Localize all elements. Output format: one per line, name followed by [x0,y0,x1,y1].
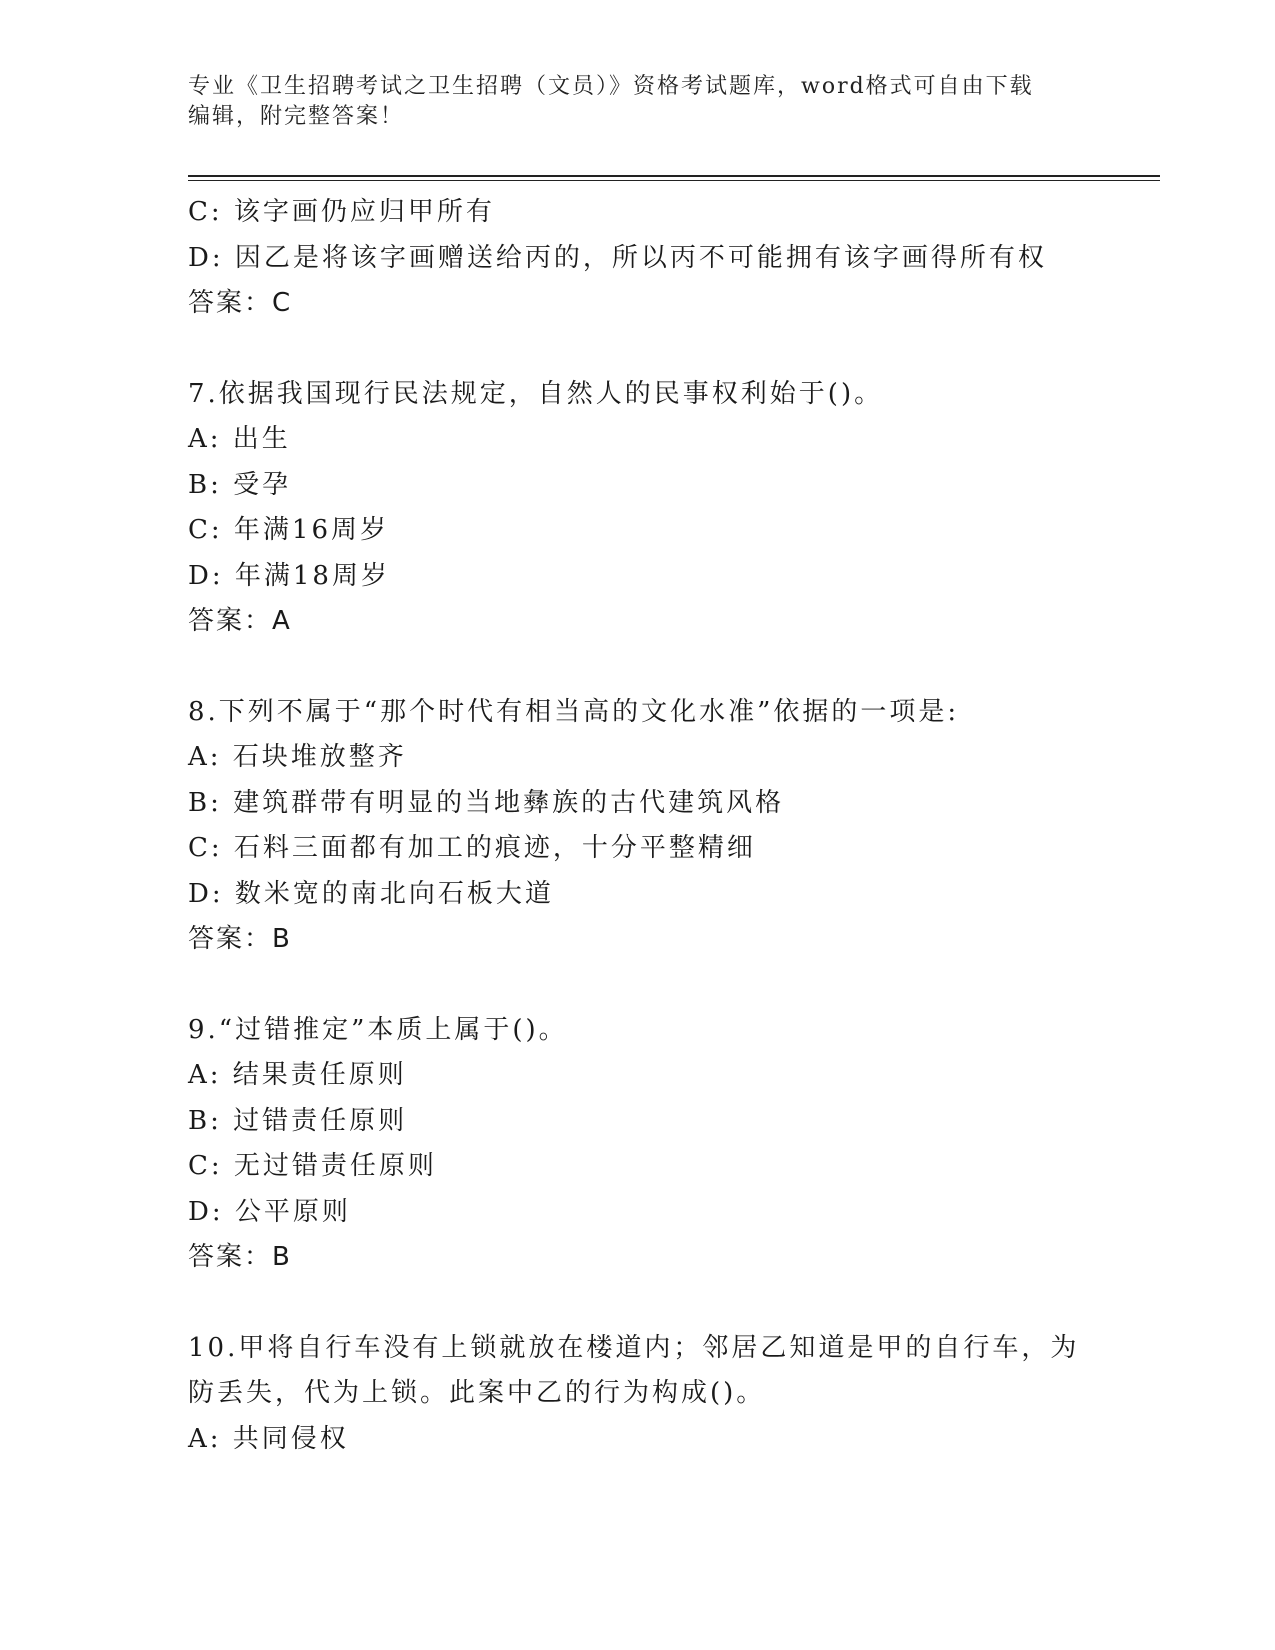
question-block-7 [188,372,1108,645]
option-a: A: 石块堆放整齐 [188,742,407,772]
spacer [188,645,1108,690]
option-c: C: 年满16周岁 [188,515,390,545]
answer-label: 答案：B [188,1242,292,1272]
option-b: B: 建筑群带有明显的当地彝族的古代建筑风格 [188,787,785,818]
option-d: D: 因乙是将该字画赠送给丙的，所以丙不可能拥有该字画得所有权 [188,242,1047,273]
option-d: D: 年满18周岁 [188,560,390,591]
spacer [188,327,1108,372]
spacer [188,1281,1108,1326]
answer-label: 答案：A [188,606,292,636]
question-block-10 [188,1326,1108,1463]
question-block-8 [188,690,1108,963]
spacer [188,963,1108,1008]
option-c: C: 无过错责任原则 [188,1151,437,1181]
question-block-9 [188,1008,1108,1281]
option-a: A: 共同侵权 [188,1423,349,1454]
question-text: 8.下列不属于“那个时代有相当高的文化水准”依据的一项是: [188,696,960,727]
answer-label: 答案：B [188,924,292,954]
header-line-1: 专业《卫生招聘考试之卫生招聘（文员）》资格考试题库，word格式可自由下载 [188,74,1034,99]
question-text-line-2: 防丢失，代为上锁。此案中乙的行为构成()。 [188,1378,766,1408]
question-text-line-1: 10.甲将自行车没有上锁就放在楼道内；邻居乙知道是甲的自行车，为 [188,1332,1080,1363]
option-c: C: 石料三面都有加工的痕迹，十分平整精细 [188,833,756,863]
question-text: 9.“过错推定”本质上属于()。 [188,1014,568,1045]
document-header [188,72,1088,132]
option-b: B: 受孕 [188,469,292,500]
option-c: C: 该字画仍应归甲所有 [188,197,495,227]
header-rule-thin [188,180,1160,181]
header-line-2: 编辑，附完整答案！ [188,104,405,129]
question-text: 7.依据我国现行民法规定，自然人的民事权利始于()。 [188,378,884,409]
option-a: A: 出生 [188,424,291,454]
question-content [188,190,1108,1462]
header-rule-thick [188,175,1160,177]
option-d: D: 公平原则 [188,1196,351,1227]
option-b: B: 过错责任原则 [188,1105,408,1136]
question-block-6 [188,190,1108,327]
option-d: D: 数米宽的南北向石板大道 [188,878,554,909]
answer-label: 答案：C [188,288,293,318]
option-a: A: 结果责任原则 [188,1060,407,1090]
